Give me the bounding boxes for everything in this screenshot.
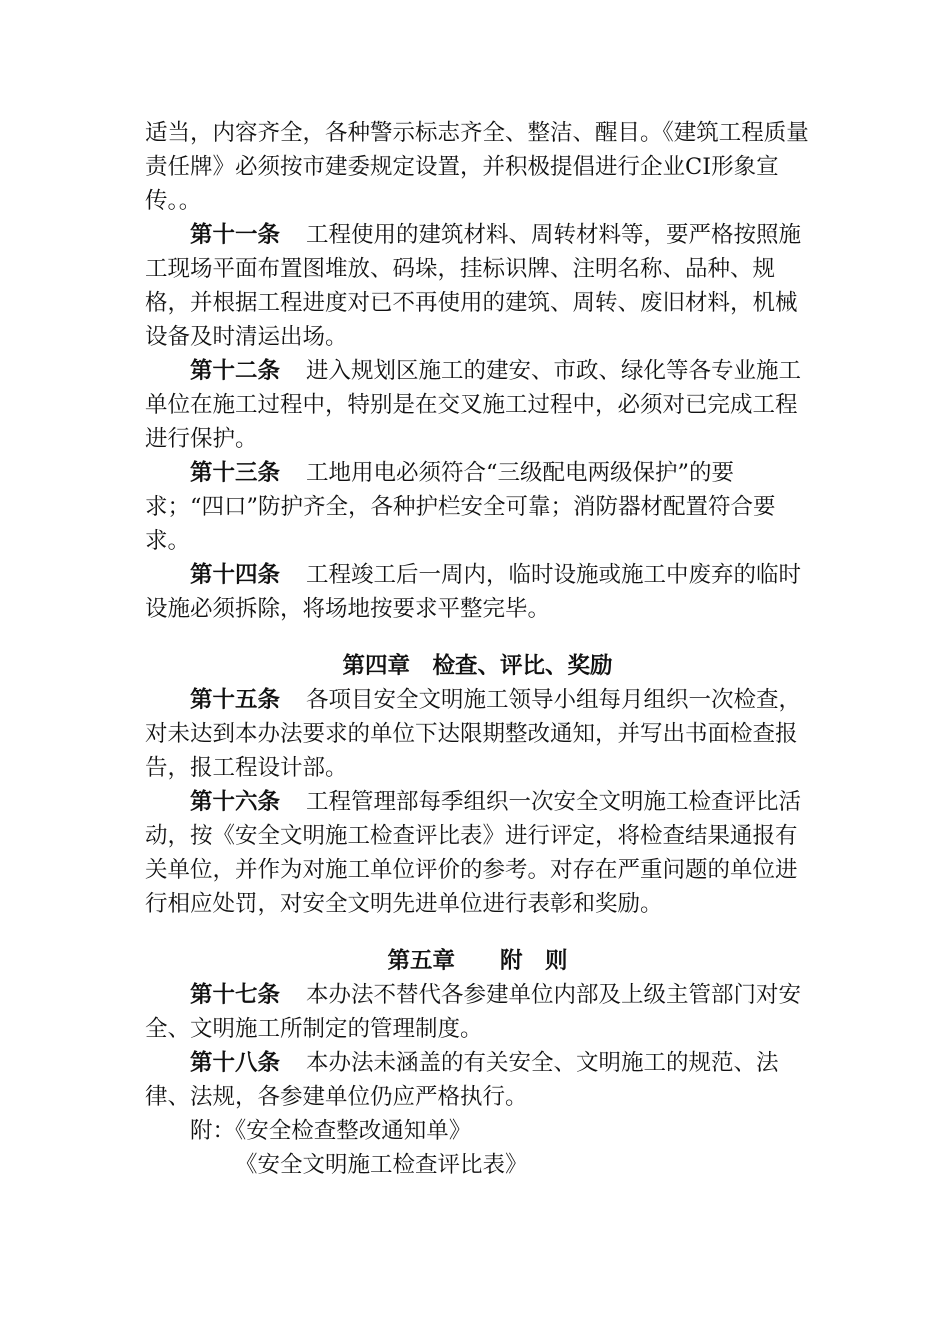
article-text: 工程使用的建筑材料、周转材料等，要严格按照施工现场平面布置图堆放、码垛，挂标识牌、注明名称、品种、规格，并根据工程进度对已不再使用的建筑、周转、废旧材料，机械设备及时清运出场。	[145, 222, 802, 350]
article-14	[145, 558, 810, 626]
article-text: 工程管理部每季组织一次安全文明施工检查评比活动，按《安全文明施工检查评比表》进行评定，将检查结果通报有关单位，并作为对施工单位评价的参考。对存在严重问题的单位进行相应处罚，对安全文明先进单位进行表彰和奖励。	[145, 789, 802, 917]
chapter-4-heading: 第四章 检查、评比、奖励	[342, 653, 613, 679]
article-13	[145, 456, 810, 558]
article-16	[145, 785, 810, 921]
article-number: 第十八条	[190, 1050, 281, 1076]
document-page	[145, 116, 810, 1182]
article-15	[145, 683, 810, 785]
article-number: 第十五条	[190, 687, 281, 713]
article-number: 第十六条	[190, 789, 281, 815]
article-text: 本办法不替代各参建单位内部及上级主管部门对安全、文明施工所制定的管理制度。	[145, 982, 802, 1042]
article-17	[145, 978, 810, 1046]
article-number: 第十一条	[190, 222, 281, 248]
article-11	[145, 218, 810, 354]
article-text: 各项目安全文明施工领导小组每月组织一次检查，对未达到本办法要求的单位下达限期整改通知，并写出书面检查报告，报工程设计部。	[145, 687, 802, 781]
article-number: 第十七条	[190, 982, 281, 1008]
article-text: 进入规划区施工的建安、市政、绿化等各专业施工单位在施工过程中，特别是在交叉施工过程中，必须对已完成工程进行保护。	[145, 358, 802, 452]
article-number: 第十三条	[190, 460, 281, 486]
article-text: 本办法未涵盖的有关安全、文明施工的规范、法律、法规，各参建单位仍应严格执行。	[145, 1050, 779, 1110]
article-text: 工地用电必须符合“三级配电两级保护”的要求；“四口”防护齐全，各种护栏安全可靠；消防器材配置符合要求。	[145, 460, 776, 554]
chapter-5-heading: 第五章 附 则	[387, 948, 568, 974]
article-number: 第十四条	[190, 562, 281, 588]
attachment-line-1: 附：《安全检查整改通知单》	[190, 1118, 472, 1144]
attachment-line-2: 《安全文明施工检查评比表》	[235, 1152, 528, 1178]
article-12	[145, 354, 810, 456]
opening-paragraph: 适当，内容齐全，各种警示标志齐全、整洁、醒目。《建筑工程质量责任牌》必须按市建委规定设置，并积极提倡进行企业CI形象宣传。。	[145, 120, 809, 214]
article-number: 第十二条	[190, 358, 281, 384]
article-18	[145, 1046, 810, 1114]
article-text: 工程竣工后一周内，临时设施或施工中废弃的临时设施必须拆除，将场地按要求平整完毕。	[145, 562, 802, 622]
